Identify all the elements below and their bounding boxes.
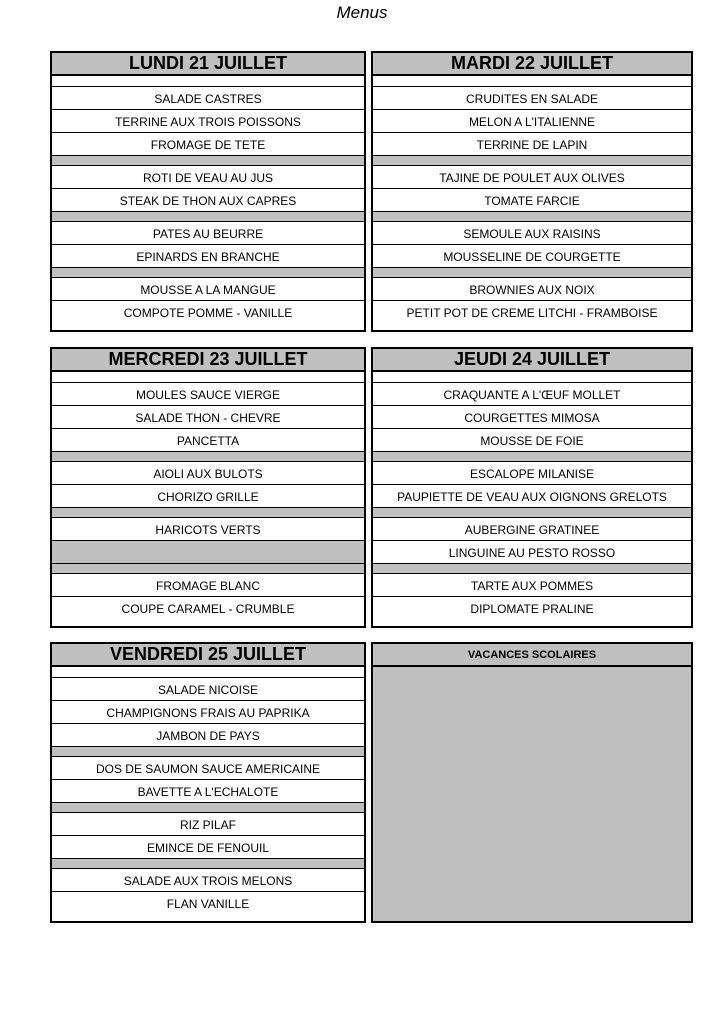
menu-item-row [373, 383, 691, 406]
menu-item: DOS DE SAUMON SAUCE AMERICAINE [95, 762, 321, 776]
menu-item: ROTI DE VEAU AU JUS [142, 171, 274, 185]
menu-item-row [52, 406, 364, 429]
menu-item-row [52, 189, 364, 212]
menu-item-row [373, 485, 691, 508]
menu-rows [52, 667, 364, 915]
menu-item-row [52, 301, 364, 324]
menu-item-row [52, 278, 364, 301]
menu-item: COUPE CARAMEL - CRUMBLE [121, 602, 295, 616]
course-separator [52, 859, 364, 869]
menu-item: EMINCE DE FENOUIL [146, 841, 269, 855]
menu-item-row [373, 541, 691, 564]
vacances-fill [373, 667, 691, 921]
menu-item-row [373, 278, 691, 301]
menu-item-row [52, 574, 364, 597]
menu-item: JAMBON DE PAYS [156, 729, 260, 743]
menu-mercredi [50, 347, 366, 628]
menu-item: TERRINE DE LAPIN [476, 138, 588, 152]
menu-item: BAVETTE A L'ECHALOTE [137, 785, 279, 799]
menu-item-row [52, 462, 364, 485]
day-header: MARDI 22 JUILLET [373, 53, 691, 76]
menu-item-row [52, 678, 364, 701]
menu-item-row [52, 724, 364, 747]
menu-item-row [373, 87, 691, 110]
menu-item: LINGUINE AU PESTO ROSSO [448, 546, 616, 560]
menu-item: BROWNIES AUX NOIX [469, 283, 595, 297]
menu-item-row [373, 133, 691, 156]
day-header: MERCREDI 23 JUILLET [52, 349, 364, 372]
empty-shaded-row [52, 541, 364, 564]
menu-item: TERRINE AUX TROIS POISSONS [115, 115, 301, 129]
menu-rows [52, 76, 364, 324]
course-separator [52, 212, 364, 222]
menu-item-row [52, 383, 364, 406]
menu-item-row [373, 245, 691, 268]
blank-row [52, 372, 364, 383]
menu-item: SALADE THON - CHEVRE [135, 411, 281, 425]
menu-item: SEMOULE AUX RAISINS [463, 227, 601, 241]
blank-row [373, 372, 691, 383]
course-separator [52, 156, 364, 166]
menu-item: CRAQUANTE A L'ŒUF MOLLET [443, 388, 621, 402]
menu-item: TAJINE DE POULET AUX OLIVES [439, 171, 625, 185]
menu-item-row [52, 597, 364, 620]
menu-item-row [52, 892, 364, 915]
menu-item-row [373, 110, 691, 133]
menu-item: TOMATE FARCIE [484, 194, 580, 208]
menu-item-row [52, 780, 364, 803]
menu-item: MOUSSE DE FOIE [480, 434, 584, 448]
menu-item-row [52, 836, 364, 859]
menu-item-row [373, 166, 691, 189]
menu-item-row [52, 485, 364, 508]
course-separator [373, 564, 691, 574]
course-separator [52, 747, 364, 757]
menu-mardi [371, 51, 693, 332]
course-separator [373, 156, 691, 166]
vacances-header: VACANCES SCOLAIRES [373, 644, 691, 667]
menu-item: MOUSSELINE DE COURGETTE [443, 250, 621, 264]
menu-item: DIPLOMATE PRALINE [470, 602, 594, 616]
menu-jeudi [371, 347, 693, 628]
menu-item-row [52, 87, 364, 110]
day-header: JEUDI 24 JUILLET [373, 349, 691, 372]
course-separator [52, 564, 364, 574]
page-title: Menus [336, 3, 388, 22]
menu-item: MOUSSE A LA MANGUE [140, 283, 276, 297]
menu-item: SALADE AUX TROIS MELONS [123, 874, 293, 888]
menu-item-row [52, 110, 364, 133]
course-separator [52, 268, 364, 278]
menu-item: SALADE NICOISE [157, 683, 259, 697]
menu-item-row [373, 462, 691, 485]
menu-item: CHORIZO GRILLE [157, 490, 259, 504]
menu-item: AIOLI AUX BULOTS [153, 467, 263, 481]
menu-item: CRUDITES EN SALADE [465, 92, 599, 106]
menu-item: ESCALOPE MILANISE [469, 467, 595, 481]
menu-item-row [373, 189, 691, 212]
menu-item-row [52, 757, 364, 780]
menu-item: PATES AU BEURRE [152, 227, 264, 241]
course-separator [373, 212, 691, 222]
menu-item-row [52, 813, 364, 836]
course-separator [373, 508, 691, 518]
menu-item: PETIT POT DE CREME LITCHI - FRAMBOISE [406, 306, 658, 320]
menu-item-row [373, 429, 691, 452]
menu-item-row [373, 301, 691, 324]
menu-item: RIZ PILAF [179, 818, 236, 832]
menu-item: SALADE CASTRES [154, 92, 262, 106]
menu-item-row [52, 429, 364, 452]
course-separator [52, 452, 364, 462]
menu-item: STEAK DE THON AUX CAPRES [119, 194, 297, 208]
day-header: VENDREDI 25 JUILLET [52, 644, 364, 667]
menu-item: AUBERGINE GRATINEE [464, 523, 600, 537]
blank-row [52, 667, 364, 678]
menu-item-row [52, 222, 364, 245]
menu-item: MOULES SAUCE VIERGE [135, 388, 281, 402]
menu-item: FLAN VANILLE [166, 897, 250, 911]
menu-item: COURGETTES MIMOSA [464, 411, 600, 425]
menu-item: PAUPIETTE DE VEAU AUX OIGNONS GRELOTS [397, 490, 667, 504]
vacances-scolaires-box [371, 642, 693, 923]
course-separator [52, 508, 364, 518]
menu-item: FROMAGE DE TETE [150, 138, 266, 152]
menu-item: CHAMPIGNONS FRAIS AU PAPRIKA [106, 706, 310, 720]
menu-item: HARICOTS VERTS [155, 523, 261, 537]
menu-item-row [373, 222, 691, 245]
menu-item-row [52, 166, 364, 189]
menu-item-row [373, 574, 691, 597]
menu-vendredi [50, 642, 366, 923]
menu-item-row [52, 133, 364, 156]
course-separator [373, 268, 691, 278]
menu-item: EPINARDS EN BRANCHE [136, 250, 280, 264]
blank-row [52, 76, 364, 87]
menu-item-row [52, 869, 364, 892]
menu-item: PANCETTA [176, 434, 240, 448]
blank-row [373, 76, 691, 87]
menu-item: TARTE AUX POMMES [470, 579, 594, 593]
course-separator [52, 803, 364, 813]
menu-rows [373, 76, 691, 324]
menu-rows [52, 372, 364, 620]
menu-item-row [52, 245, 364, 268]
menu-rows [373, 372, 691, 620]
menu-item: MELON A L'ITALIENNE [468, 115, 596, 129]
menu-item-row [373, 406, 691, 429]
menu-item-row [52, 701, 364, 724]
menu-item: FROMAGE BLANC [155, 579, 260, 593]
menu-item-row [373, 597, 691, 620]
menu-lundi [50, 51, 366, 332]
day-header: LUNDI 21 JUILLET [52, 53, 364, 76]
menu-item-row [373, 518, 691, 541]
menu-item: COMPOTE POMME - VANILLE [123, 306, 293, 320]
course-separator [373, 452, 691, 462]
menu-item-row [52, 518, 364, 541]
